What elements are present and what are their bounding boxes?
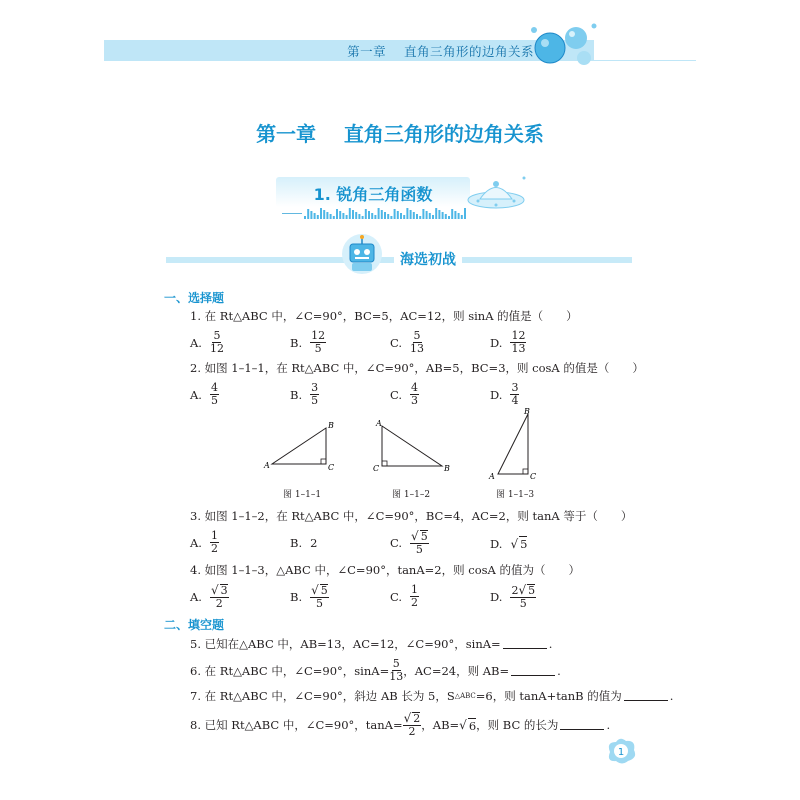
fig3-label-b: B xyxy=(524,407,530,416)
fig1-label-c: C xyxy=(328,463,335,472)
q2-option-d: D. $\frac{3}{4}$ xyxy=(490,381,519,407)
section-banner xyxy=(276,177,470,207)
part-heading-fill: 二、填空题 xyxy=(164,618,225,632)
fig2-label-a: A xyxy=(376,419,382,428)
q1-option-b: B. $\frac{12}{5}$ xyxy=(290,329,326,355)
q1-option-a: A. $\frac{5}{12}$ xyxy=(190,329,224,355)
figure-1-1-3 xyxy=(486,406,546,482)
question-7-blank[interactable] xyxy=(624,691,668,701)
planets-decoration-icon xyxy=(528,20,598,72)
q4-option-c: C. $\frac{1}{2}$ xyxy=(390,583,419,609)
question-5: 5. 已知在△ABC 中，AB=13，AC=12，∠C=90°，sinA= . xyxy=(190,637,553,651)
fig3-label-a: A xyxy=(489,472,495,481)
running-header-rule xyxy=(104,60,696,61)
running-header-bar xyxy=(104,40,594,60)
question-8: 8. 已知 Rt△ABC 中，∠C=90°，tanA= $\frac{√ 2}{2}$ ，AB= √ 6 ，则 BC 的长为 . xyxy=(190,711,611,738)
page-number-badge xyxy=(604,736,638,766)
fig1-label-a: A xyxy=(264,461,270,470)
q3-option-a: A. $\frac{1}{2}$ xyxy=(190,529,218,555)
question-5-blank[interactable] xyxy=(503,639,547,649)
q1-option-d: D. $\frac{12}{13}$ xyxy=(490,329,526,355)
flying-saucer-icon xyxy=(466,170,530,218)
q2-option-a: A. $\frac{4}{5}$ xyxy=(190,381,218,407)
figure-1-1-2-caption: 图 1–1–2 xyxy=(392,490,431,500)
figure-1-1-1 xyxy=(262,418,344,474)
chapter-title: 第一章 直角三角形的边角关系 xyxy=(256,122,544,146)
section-title: 1. 锐角三角函数 xyxy=(313,185,433,204)
figure-1-1-1-caption: 图 1–1–1 xyxy=(283,490,322,500)
running-header-title: 第一章 直角三角形的边角关系 xyxy=(347,44,534,59)
question-6-blank[interactable] xyxy=(511,666,555,676)
q2-option-c: C. $\frac{4}{3}$ xyxy=(390,381,419,407)
question-7: 7. 在 Rt△ABC 中，∠C=90°，斜边 AB 长为 5，S △ABC =6，则 tanA+tanB 的值为 . xyxy=(190,689,674,703)
q3-option-b: B. 2 xyxy=(290,536,318,550)
subsection-title: 海选初战 xyxy=(394,249,462,269)
q4-option-b: B. $\frac{√ 5}{5}$ xyxy=(290,583,328,610)
q3-option-d: D. √ 5 xyxy=(490,536,528,551)
question-6: 6. 在 Rt△ABC 中，∠C=90°，sinA= $\frac{5}{13}$ ，AC=24，则 AB= . xyxy=(190,657,561,683)
fig3-label-c: C xyxy=(530,472,537,481)
question-2-stem: 2. 如图 1–1–1，在 Rt△ABC 中，∠C=90°，AB=5，BC=3，则 cosA 的值是（ ） xyxy=(190,361,644,375)
figure-1-1-2 xyxy=(370,416,456,476)
equalizer-decoration-icon xyxy=(282,207,468,219)
figure-1-1-3-caption: 图 1–1–3 xyxy=(496,490,535,500)
q2-option-b: B. $\frac{3}{5}$ xyxy=(290,381,319,407)
q4-option-a: A. $\frac{√ 3}{2}$ xyxy=(190,583,228,610)
question-8-blank[interactable] xyxy=(560,720,604,730)
question-5-stem: 5. 已知在△ABC 中，AB=13，AC=12，∠C=90°，sinA= xyxy=(190,637,501,651)
question-4-stem: 4. 如图 1–1–3，△ABC 中，∠C=90°，tanA=2，则 cosA 的值为（ ） xyxy=(190,563,580,577)
fig2-label-c: C xyxy=(373,464,380,473)
fig1-label-b: B xyxy=(328,421,334,430)
question-1-stem: 1. 在 Rt△ABC 中，∠C=90°，BC=5，AC=12，则 sinA 的值是（ ） xyxy=(190,309,578,323)
q3-option-c: C. $\frac{√ 5}{5}$ xyxy=(390,529,428,556)
q1-option-c: C. $\frac{5}{13}$ xyxy=(390,329,425,355)
page-number: 1 xyxy=(617,747,625,758)
robot-mascot-icon xyxy=(340,232,384,276)
q4-option-d: D. $\frac{2√ 5}{5}$ xyxy=(490,583,536,610)
fig2-label-b: B xyxy=(444,464,450,473)
part-heading-choice: 一、选择题 xyxy=(164,291,225,305)
question-3-stem: 3. 如图 1–1–2，在 Rt△ABC 中，∠C=90°，BC=4，AC=2，则 tanA 等于（ ） xyxy=(190,509,633,523)
